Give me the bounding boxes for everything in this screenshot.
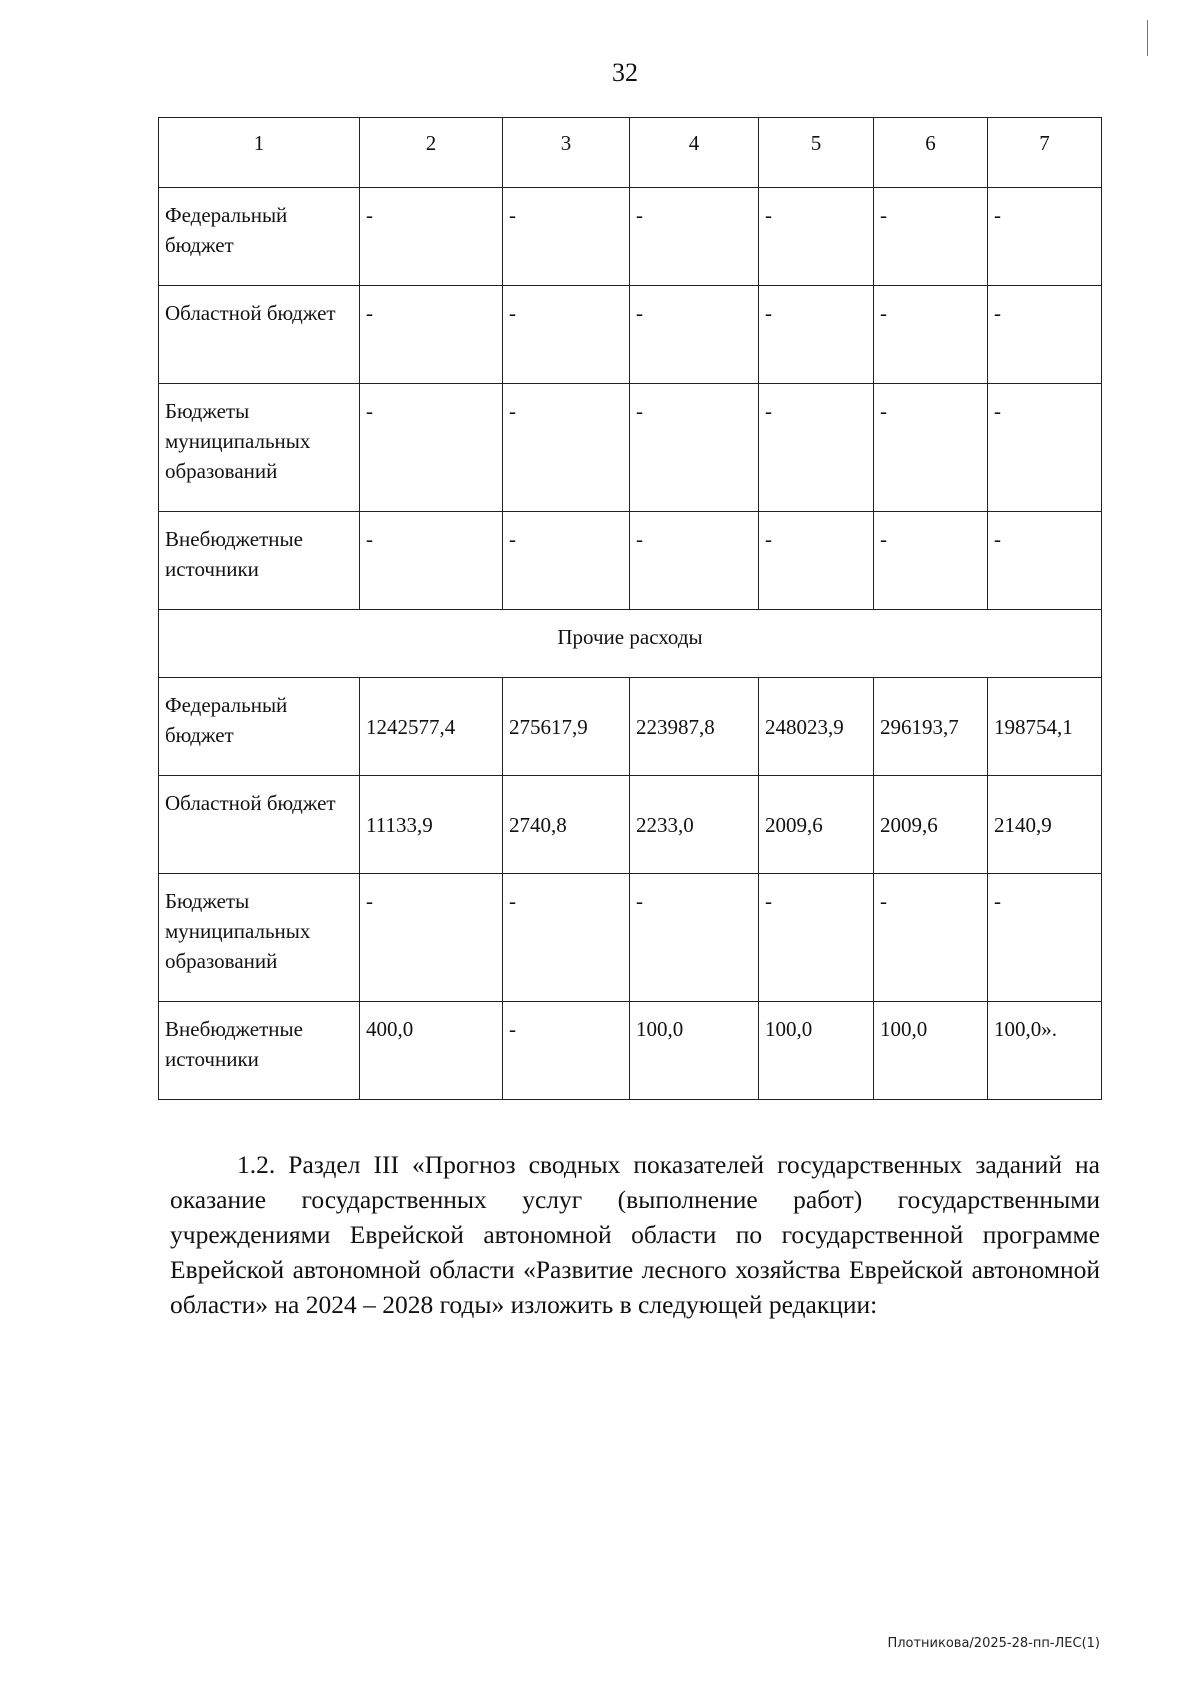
table-cell: 11133,9 [360, 776, 503, 874]
row-label: Внебюджетные источники [159, 512, 360, 610]
table-cell: - [503, 512, 630, 610]
table-cell: - [630, 874, 759, 1002]
table-cell: - [630, 384, 759, 512]
table-cell: - [630, 286, 759, 384]
table-cell: - [988, 874, 1102, 1002]
table-header-row [159, 118, 1102, 188]
table-cell: - [874, 384, 988, 512]
table-cell: - [988, 512, 1102, 610]
table-cell: 198754,1 [988, 678, 1102, 776]
row-label: Областной бюджет [159, 286, 360, 384]
table-cell: - [503, 188, 630, 286]
section-row [159, 610, 1102, 678]
table-cell: - [988, 384, 1102, 512]
header-cell: 3 [503, 118, 630, 188]
header-cell: 5 [759, 118, 874, 188]
table-cell: 100,0 [630, 1002, 759, 1100]
table-row [159, 1002, 1102, 1100]
table-cell: - [759, 188, 874, 286]
table-cell: 400,0 [360, 1002, 503, 1100]
table-cell: - [759, 286, 874, 384]
table-cell: 2140,9 [988, 776, 1102, 874]
table-cell: - [759, 384, 874, 512]
table-row [159, 678, 1102, 776]
row-label: Федеральный бюджет [159, 678, 360, 776]
table-cell: 100,0 [759, 1002, 874, 1100]
scan-edge-mark [1147, 20, 1148, 56]
table-cell: 2233,0 [630, 776, 759, 874]
header-cell: 4 [630, 118, 759, 188]
table-row [159, 286, 1102, 384]
budget-table [158, 117, 1102, 1100]
document-code: Плотникова/2025-28-пп-ЛЕС(1) [887, 1636, 1100, 1651]
table-row [159, 512, 1102, 610]
header-cell: 2 [360, 118, 503, 188]
table-cell: - [874, 286, 988, 384]
table-cell: - [360, 188, 503, 286]
header-cell: 7 [988, 118, 1102, 188]
header-cell: 6 [874, 118, 988, 188]
table-cell: - [360, 874, 503, 1002]
row-label: Областной бюджет [159, 776, 360, 874]
table-row [159, 874, 1102, 1002]
table-cell: - [988, 188, 1102, 286]
table-cell: - [874, 188, 988, 286]
amendment-paragraph: 1.2. Раздел III «Прогноз сводных показателей государственных заданий на оказание государственных услуг (выполнение работ) государственными учреждениями Еврейской автономной области по государственной программе Еврейской автономной области «Развитие лесного хозяйства Еврейской автономной области» на 2024 – 2028 годы» изложить в следующей редакции: [170, 1150, 1100, 1319]
table-cell: - [503, 1002, 630, 1100]
row-label: Бюджеты муниципальных образований [159, 384, 360, 512]
table-cell: 1242577,4 [360, 678, 503, 776]
table-cell: - [360, 512, 503, 610]
table-cell: - [503, 286, 630, 384]
table-row [159, 188, 1102, 286]
table-cell: 2740,8 [503, 776, 630, 874]
table-cell: 100,0 [874, 1002, 988, 1100]
table-cell: 248023,9 [759, 678, 874, 776]
table-cell: - [503, 874, 630, 1002]
table-cell: 275617,9 [503, 678, 630, 776]
table-cell: - [630, 188, 759, 286]
section-title: Прочие расходы [159, 610, 1102, 678]
header-cell: 1 [159, 118, 360, 188]
row-label: Внебюджетные источники [159, 1002, 360, 1100]
table-cell: - [630, 512, 759, 610]
row-label: Бюджеты муниципальных образований [159, 874, 360, 1002]
table-cell: - [759, 874, 874, 1002]
table-cell: 2009,6 [759, 776, 874, 874]
table-cell: - [360, 384, 503, 512]
table-cell: - [759, 512, 874, 610]
table-cell: - [874, 512, 988, 610]
table-row [159, 384, 1102, 512]
table-cell: 2009,6 [874, 776, 988, 874]
table-cell: - [360, 286, 503, 384]
table-cell: 296193,7 [874, 678, 988, 776]
row-label: Федеральный бюджет [159, 188, 360, 286]
table-row [159, 776, 1102, 874]
table-cell: 100,0». [988, 1002, 1102, 1100]
table-cell: - [874, 874, 988, 1002]
table-cell: - [503, 384, 630, 512]
table-cell: - [988, 286, 1102, 384]
table-cell: 223987,8 [630, 678, 759, 776]
page-number: 32 [612, 58, 638, 87]
